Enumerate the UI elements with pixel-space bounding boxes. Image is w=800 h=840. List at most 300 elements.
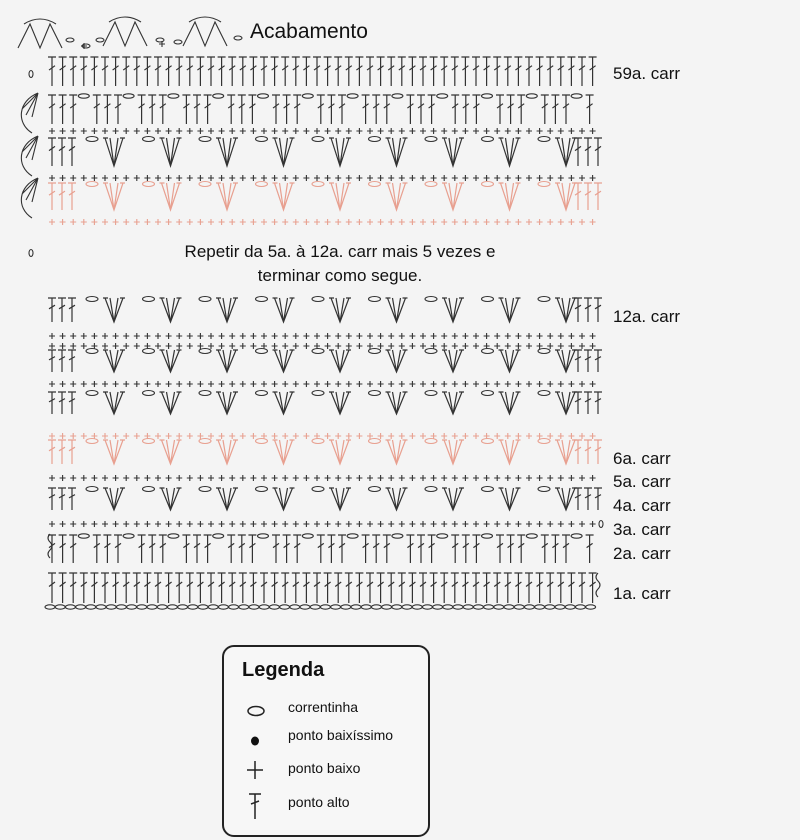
single-crochet-stitch — [208, 175, 214, 181]
double-crochet-stitch — [248, 95, 256, 124]
double-crochet-stitch — [238, 95, 246, 124]
chain-stitch — [198, 605, 208, 609]
shell-cluster — [386, 440, 408, 464]
single-crochet-stitch — [102, 175, 108, 181]
double-crochet-stitch — [589, 573, 597, 603]
single-crochet-stitch — [367, 333, 373, 339]
single-crochet-stitch — [568, 475, 574, 481]
double-crochet-stitch — [517, 535, 525, 563]
single-crochet-stitch — [176, 219, 182, 225]
acabamento-fan — [103, 17, 147, 46]
single-crochet-stitch — [505, 521, 511, 527]
edge-shell — [21, 136, 38, 176]
single-crochet-stitch — [240, 343, 246, 349]
double-crochet-stitch — [69, 573, 77, 603]
single-crochet-stitch — [335, 219, 341, 225]
single-crochet-stitch — [70, 433, 76, 439]
single-crochet-stitch — [526, 128, 532, 134]
chain-stitch — [538, 137, 550, 142]
single-crochet-stitch — [515, 175, 521, 181]
single-crochet-stitch — [144, 128, 150, 134]
single-crochet-stitch — [325, 521, 331, 527]
single-crochet-stitch — [515, 475, 521, 481]
single-crochet-stitch — [388, 175, 394, 181]
single-crochet-stitch — [81, 219, 87, 225]
chain-stitch — [586, 605, 596, 609]
chain-stitch — [571, 94, 582, 98]
single-crochet-stitch — [176, 475, 182, 481]
single-crochet-stitch — [102, 333, 108, 339]
chain-stitch — [571, 534, 582, 538]
single-crochet-stitch — [484, 175, 490, 181]
single-crochet-stitch — [113, 475, 119, 481]
single-crochet-stitch — [452, 381, 458, 387]
double-crochet-stitch — [536, 57, 544, 86]
chain-stitch — [443, 605, 453, 609]
double-crochet-stitch — [551, 95, 559, 124]
double-crochet-stitch — [586, 535, 594, 563]
shell-cluster — [555, 350, 577, 372]
chain-stitch — [392, 94, 403, 98]
single-crochet-stitch — [378, 521, 384, 527]
single-crochet-stitch — [49, 219, 55, 225]
single-crochet-stitch — [176, 333, 182, 339]
chain-stitch — [45, 605, 55, 609]
single-crochet-stitch — [314, 475, 320, 481]
single-crochet-stitch — [240, 219, 246, 225]
single-crochet-stitch — [399, 175, 405, 181]
single-crochet-stitch — [144, 333, 150, 339]
double-crochet-stitch — [249, 573, 257, 603]
double-crochet-stitch — [472, 95, 480, 124]
double-crochet-stitch — [80, 57, 88, 86]
single-crochet-stitch — [558, 381, 564, 387]
double-crochet-stitch — [594, 440, 602, 464]
single-crochet-stitch — [91, 381, 97, 387]
single-crochet-stitch — [590, 381, 596, 387]
chain-stitch — [312, 182, 324, 187]
double-crochet-stitch — [283, 535, 291, 563]
single-crochet-stitch — [441, 343, 447, 349]
double-crochet-stitch — [462, 95, 470, 124]
chain-stitch — [86, 182, 98, 187]
single-crochet-stitch — [441, 475, 447, 481]
single-crochet-stitch — [113, 343, 119, 349]
single-crochet-stitch — [229, 433, 235, 439]
double-crochet-stitch — [406, 535, 414, 563]
double-crochet-stitch — [302, 573, 310, 603]
single-crochet-stitch — [505, 128, 511, 134]
single-crochet-stitch — [526, 475, 532, 481]
double-crochet-stitch — [239, 57, 247, 86]
double-crochet-stitch — [493, 573, 501, 603]
double-crochet-stitch — [59, 57, 67, 86]
chain-stitch — [256, 391, 268, 396]
single-crochet-stitch — [505, 475, 511, 481]
double-crochet-stitch — [101, 573, 109, 603]
double-crochet-stitch — [345, 57, 353, 86]
single-crochet-stitch — [420, 128, 426, 134]
single-crochet-stitch — [123, 521, 129, 527]
single-crochet-stitch — [356, 333, 362, 339]
chain-stitch — [143, 349, 155, 354]
chain-stitch — [116, 605, 126, 609]
chain-stitch — [290, 605, 300, 609]
single-crochet-stitch — [558, 333, 564, 339]
single-crochet-stitch — [166, 219, 172, 225]
single-crochet-stitch — [462, 175, 468, 181]
chain-stitch — [425, 182, 437, 187]
chain-stitch — [347, 94, 358, 98]
chain-stitch — [66, 38, 74, 42]
double-crochet-stitch — [204, 95, 212, 124]
shell-cluster — [216, 488, 238, 510]
single-crochet-stitch — [378, 219, 384, 225]
single-crochet-stitch — [420, 343, 426, 349]
single-crochet-stitch — [579, 433, 585, 439]
shell-cluster — [386, 488, 408, 510]
single-crochet-stitch — [590, 521, 596, 527]
single-crochet-stitch — [420, 381, 426, 387]
single-crochet-stitch — [293, 333, 299, 339]
shell-cluster — [103, 440, 125, 464]
single-crochet-stitch — [431, 381, 437, 387]
single-crochet-stitch — [568, 219, 574, 225]
double-crochet-stitch — [59, 95, 67, 124]
single-crochet-stitch — [505, 219, 511, 225]
single-crochet-stitch — [272, 381, 278, 387]
single-crochet-stitch — [81, 521, 87, 527]
double-crochet-stitch — [112, 573, 120, 603]
double-crochet-stitch — [557, 57, 565, 86]
double-crochet-stitch — [366, 573, 374, 603]
chain-stitch — [425, 349, 437, 354]
double-crochet-stitch — [138, 95, 146, 124]
shell-cluster — [216, 298, 238, 322]
single-crochet-stitch — [272, 128, 278, 134]
double-crochet-stitch — [48, 183, 56, 210]
single-crochet-stitch — [473, 175, 479, 181]
double-crochet-stitch — [218, 57, 226, 86]
single-crochet-stitch — [590, 128, 596, 134]
single-crochet-stitch — [409, 128, 415, 134]
double-crochet-stitch — [387, 57, 395, 86]
chain-stitch — [312, 297, 324, 302]
single-crochet-stitch — [547, 333, 553, 339]
shell-cluster — [555, 488, 577, 510]
single-crochet-stitch — [197, 333, 203, 339]
single-crochet-stitch — [303, 521, 309, 527]
single-crochet-stitch — [356, 381, 362, 387]
single-crochet-stitch — [123, 475, 129, 481]
chain-stitch — [524, 605, 534, 609]
single-crochet-stitch — [240, 175, 246, 181]
shell-cluster — [160, 298, 182, 322]
single-crochet-stitch — [431, 219, 437, 225]
double-crochet-stitch — [68, 350, 76, 372]
single-crochet-stitch — [378, 433, 384, 439]
single-crochet-stitch — [60, 128, 66, 134]
shell-cluster — [329, 298, 351, 322]
chain-stitch — [157, 605, 167, 609]
single-crochet-stitch — [409, 433, 415, 439]
double-crochet-stitch — [551, 535, 559, 563]
single-crochet-stitch — [155, 128, 161, 134]
single-crochet-stitch — [282, 521, 288, 527]
chain-stitch — [143, 182, 155, 187]
single-crochet-stitch — [452, 433, 458, 439]
legend-item-single-crochet: ponto baixo — [288, 760, 361, 776]
single-crochet-stitch — [123, 219, 129, 225]
single-crochet-stitch — [579, 521, 585, 527]
double-crochet-stitch — [574, 488, 582, 510]
single-crochet-stitch — [547, 175, 553, 181]
chain-stitch — [123, 534, 134, 538]
single-crochet-stitch — [409, 343, 415, 349]
double-crochet-stitch — [182, 535, 190, 563]
double-crochet-stitch — [93, 95, 101, 124]
shell-cluster — [273, 298, 295, 322]
double-crochet-stitch — [165, 57, 173, 86]
chain-stitch — [535, 605, 545, 609]
double-crochet-stitch — [114, 535, 122, 563]
single-crochet-stitch — [462, 128, 468, 134]
chain-stitch — [514, 605, 524, 609]
double-crochet-stitch — [159, 95, 167, 124]
single-crochet-stitch — [378, 175, 384, 181]
single-crochet-stitch — [250, 475, 256, 481]
chain-stitch — [351, 605, 361, 609]
double-crochet-stitch — [428, 95, 436, 124]
single-crochet-stitch — [229, 521, 235, 527]
single-crochet-stitch — [558, 175, 564, 181]
double-crochet-stitch — [313, 57, 321, 86]
single-crochet-stitch — [494, 175, 500, 181]
double-crochet-stitch — [186, 573, 194, 603]
double-crochet-stitch — [293, 535, 301, 563]
double-crochet-stitch — [451, 57, 459, 86]
double-crochet-stitch — [451, 573, 459, 603]
double-crochet-stitch — [248, 535, 256, 563]
double-crochet-stitch — [103, 535, 111, 563]
single-crochet-stitch — [314, 128, 320, 134]
single-crochet-stitch — [325, 128, 331, 134]
single-crochet-stitch — [441, 175, 447, 181]
chain-oval-icon — [242, 698, 270, 724]
single-crochet-stitch — [113, 175, 119, 181]
single-crochet-stitch — [399, 433, 405, 439]
double-crochet-stitch — [574, 350, 582, 372]
single-crochet-stitch — [282, 433, 288, 439]
legend-item-slip-stitch: ponto baixíssimo — [288, 727, 394, 743]
single-crochet-stitch — [81, 128, 87, 134]
single-crochet-stitch — [505, 175, 511, 181]
single-crochet-stitch — [49, 333, 55, 339]
double-crochet-stitch — [594, 298, 602, 322]
double-crochet-stitch — [408, 573, 416, 603]
single-crochet-stitch — [494, 343, 500, 349]
acabamento-fan — [18, 19, 62, 48]
single-crochet-stitch — [208, 219, 214, 225]
shell-cluster — [499, 298, 521, 322]
single-crochet-stitch — [208, 433, 214, 439]
chain-stitch — [484, 605, 494, 609]
double-crochet-stitch — [345, 573, 353, 603]
chain-stitch — [143, 439, 155, 444]
single-crochet-stitch — [250, 175, 256, 181]
shell-cluster — [442, 488, 464, 510]
single-crochet-stitch — [113, 381, 119, 387]
double-crochet-stitch — [362, 535, 370, 563]
double-crochet-stitch — [584, 350, 592, 372]
double-crochet-stitch — [317, 95, 325, 124]
double-crochet-stitch — [272, 95, 280, 124]
single-crochet-stitch — [272, 343, 278, 349]
single-crochet-stitch — [335, 128, 341, 134]
single-crochet-stitch — [335, 175, 341, 181]
single-crochet-stitch — [378, 333, 384, 339]
chain-stitch — [425, 391, 437, 396]
single-crochet-stitch — [134, 521, 140, 527]
double-crochet-stitch — [68, 440, 76, 464]
double-crochet-stitch — [589, 57, 597, 86]
single-crochet-stitch — [272, 175, 278, 181]
double-crochet-stitch — [68, 488, 76, 510]
single-crochet-stitch — [155, 381, 161, 387]
single-crochet-stitch — [494, 219, 500, 225]
single-crochet-stitch — [261, 175, 267, 181]
single-crochet-stitch — [240, 381, 246, 387]
single-crochet-stitch — [537, 475, 543, 481]
single-crochet-stitch — [250, 521, 256, 527]
shell-cluster — [160, 440, 182, 464]
single-crochet-stitch — [346, 381, 352, 387]
single-crochet-stitch — [219, 475, 225, 481]
double-crochet-stitch — [143, 573, 151, 603]
single-crochet-stitch — [250, 219, 256, 225]
single-crochet-stitch — [282, 475, 288, 481]
single-crochet-stitch — [526, 219, 532, 225]
double-crochet-stitch — [507, 535, 515, 563]
single-crochet-stitch — [399, 381, 405, 387]
single-crochet-stitch — [473, 381, 479, 387]
double-crochet-stitch — [586, 95, 594, 124]
single-crochet-stitch — [272, 433, 278, 439]
chain-stitch — [482, 487, 494, 492]
shell-cluster — [386, 183, 408, 210]
single-crochet-stitch — [166, 128, 172, 134]
single-crochet-stitch — [399, 219, 405, 225]
single-crochet-stitch — [452, 475, 458, 481]
single-crochet-stitch — [60, 521, 66, 527]
single-crochet-stitch — [378, 475, 384, 481]
single-crochet-stitch — [356, 219, 362, 225]
single-crochet-stitch — [197, 381, 203, 387]
double-crochet-stitch — [451, 95, 459, 124]
single-crochet-stitch — [526, 433, 532, 439]
single-crochet-stitch — [197, 175, 203, 181]
shell-cluster — [555, 298, 577, 322]
chain-stitch — [123, 94, 134, 98]
single-crochet-stitch — [558, 433, 564, 439]
double-crochet-stitch — [355, 57, 363, 86]
double-crochet-stitch — [541, 95, 549, 124]
shell-cluster — [555, 440, 577, 464]
single-crochet-stitch — [187, 521, 193, 527]
double-crochet-stitch — [271, 573, 279, 603]
chain-stitch — [369, 391, 381, 396]
single-crochet-stitch — [537, 128, 543, 134]
chain-stitch — [256, 349, 268, 354]
double-crochet-stitch — [196, 573, 204, 603]
single-crochet-stitch — [240, 433, 246, 439]
chain-stitch — [106, 605, 116, 609]
single-crochet-stitch — [515, 333, 521, 339]
double-crochet-stitch — [48, 298, 56, 322]
single-crochet-stitch — [166, 475, 172, 481]
double-crochet-stitch — [260, 57, 268, 86]
double-crochet-stitch — [546, 57, 554, 86]
single-crochet-stitch — [229, 219, 235, 225]
single-crochet-stitch — [166, 333, 172, 339]
chain-stitch — [168, 94, 179, 98]
single-crochet-stitch — [558, 343, 564, 349]
single-crochet-stitch — [505, 433, 511, 439]
single-crochet-stitch — [409, 521, 415, 527]
chain-stitch — [482, 439, 494, 444]
chain-stitch — [392, 534, 403, 538]
single-crochet-stitch — [261, 521, 267, 527]
double-crochet-stitch — [334, 57, 342, 86]
single-crochet-stitch — [282, 343, 288, 349]
single-crochet-stitch — [367, 128, 373, 134]
single-crochet-stitch — [102, 343, 108, 349]
shell-cluster — [216, 183, 238, 210]
single-crochet-stitch — [547, 219, 553, 225]
single-crochet-stitch — [240, 333, 246, 339]
double-crochet-stitch — [122, 573, 130, 603]
double-crochet-stitch — [175, 57, 183, 86]
single-crochet-stitch — [49, 381, 55, 387]
double-crochet-stitch — [567, 57, 575, 86]
chain-stitch — [258, 94, 269, 98]
single-crochet-stitch — [431, 333, 437, 339]
shell-cluster — [442, 298, 464, 322]
double-crochet-stitch — [317, 535, 325, 563]
chain-stitch — [555, 605, 565, 609]
single-crochet-stitch — [70, 343, 76, 349]
double-crochet-stitch — [472, 573, 480, 603]
shell-cluster — [442, 138, 464, 166]
single-crochet-stitch — [420, 175, 426, 181]
double-crochet-stitch — [69, 535, 77, 563]
single-crochet-stitch — [314, 381, 320, 387]
single-crochet-stitch — [568, 343, 574, 349]
single-crochet-stitch — [166, 521, 172, 527]
single-crochet-stitch — [473, 128, 479, 134]
single-crochet-stitch — [462, 521, 468, 527]
double-crochet-stitch — [238, 535, 246, 563]
single-crochet-plus-icon — [242, 757, 270, 783]
single-crochet-stitch — [537, 521, 543, 527]
single-crochet-stitch — [399, 343, 405, 349]
double-crochet-stitch — [496, 535, 504, 563]
single-crochet-stitch — [346, 219, 352, 225]
single-crochet-stitch — [303, 128, 309, 134]
double-crochet-stitch — [372, 535, 380, 563]
single-crochet-stitch — [441, 381, 447, 387]
double-crochet-stitch — [514, 573, 522, 603]
